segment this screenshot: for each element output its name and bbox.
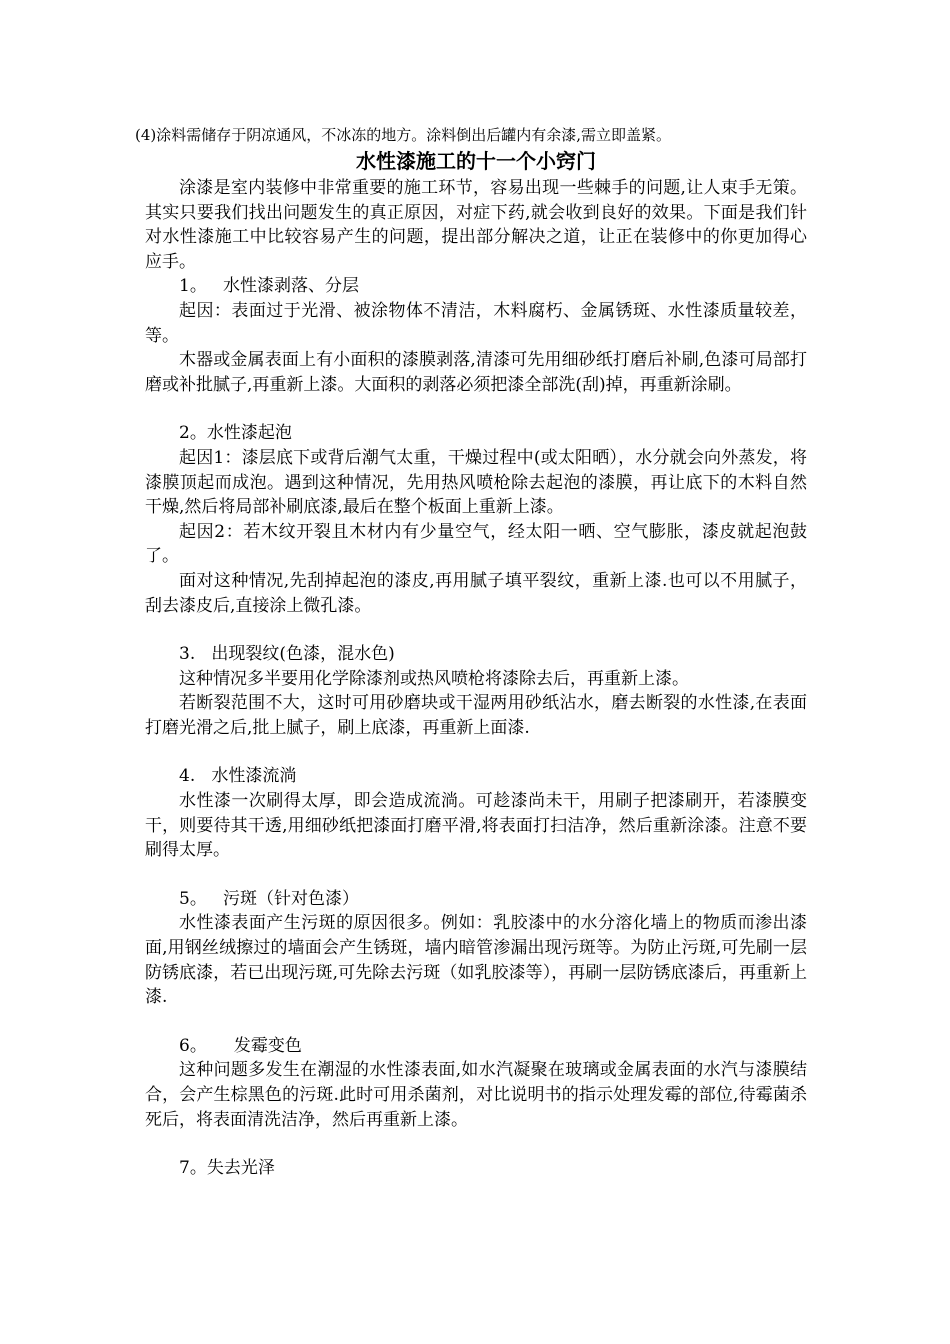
section-3-paragraph-1: 这种情况多半要用化学除漆剂或热风喷枪将漆除去后，再重新上漆。 [179,668,689,689]
section-gap [145,740,807,764]
section-gap [145,397,807,421]
intro-paragraph: 涂漆是室内装修中非常重要的施工环节，容易出现一些棘手的问题,让人束手无策。其实只要我们找出问题发生的真正原因，对症下药,就会收到良好的效果。下面是我们针对水性漆施工中比较容易产生的问题，提出部分解决之道，让正在装修中的你更加得心应手。 [145,178,807,272]
section-heading-2: 2。水性漆起泡 [179,423,292,444]
section-heading-5: 5。 污斑（针对色漆） [179,888,360,909]
document-page [135,124,807,1181]
section-gap [145,1132,807,1156]
section-heading-1: 1。 水性漆剥落、分层 [179,276,360,297]
section-5-paragraph-1: 水性漆表面产生污斑的原因很多。例如：乳胶漆中的水分溶化墙上的物质而渗出漆面,用钢丝绒擦过的墙面会产生锈斑，墙内暗管渗漏出现污斑等。为防止污斑,可先刷一层防锈底漆，若已出现污斑,可先除去污斑（如乳胶漆等），再刷一层防锈底漆后，再重新上漆. [145,913,807,1008]
section-2-paragraph-1: 起因1：漆层底下或背后潮气太重，干燥过程中(或太阳晒），水分就会向外蒸发，将漆膜顶起而成泡。遇到这种情况，先用热风喷枪除去起泡的漆膜，再让底下的木料自然干燥,然后将局部补刷底漆,最后在整个板面上重新上漆。 [145,447,807,518]
section-heading-7: 7。失去光泽 [179,1158,275,1179]
section-gap [145,1010,807,1034]
document-title: 水性漆施工的十一个小窍门 [356,149,596,173]
section-4-paragraph-1: 水性漆一次刷得太厚，即会造成流淌。可趁漆尚未干，用刷子把漆刷开，若漆膜变干，则要待其干透,用细砂纸把漆面打磨平滑,将表面打扫洁净，然后重新涂漆。注意不要刷得太厚。 [145,791,807,861]
section-1-paragraph-1: 起因：表面过于光滑、被涂物体不清洁，木料腐朽、金属锈斑、水性漆质量较差，等。 [145,300,807,346]
section-heading-6: 6。 发霉变色 [179,1035,302,1056]
section-heading-4: 4. 水性漆流淌 [179,766,297,787]
section-3-paragraph-2: 若断裂范围不大，这时可用砂磨块或干湿两用砂纸沾水，磨去断裂的水性漆,在表面打磨光滑之后,批上腻子，刷上底漆，再重新上面漆. [145,693,807,738]
section-heading-3: 3. 出现裂纹(色漆，混水色) [179,644,395,665]
top-note: (4)涂料需储存于阴凉通风，不冰冻的地方。涂料倒出后罐内有余漆,需立即盖紧。 [135,126,672,144]
section-gap [145,618,807,642]
section-1-paragraph-2: 木器或金属表面上有小面积的漆膜剥落,清漆可先用细砂纸打磨后补刷,色漆可局部打磨或补批腻子,再重新上漆。大面积的剥落必须把漆全部洗(刮)掉，再重新涂刷。 [145,350,807,395]
section-2-paragraph-2: 起因2：若木纹开裂且木材内有少量空气，经太阳一晒、空气膨胀，漆皮就起泡鼓了。 [145,521,807,567]
section-6-paragraph-1: 这种问题多发生在潮湿的水性漆表面,如水汽凝聚在玻璃或金属表面的水汽与漆膜结合，会产生棕黑色的污斑.此时可用杀菌剂，对比说明书的指示处理发霉的部位,待霉菌杀死后，将表面清洗洁净，然后再重新上漆。 [145,1060,807,1130]
section-gap [145,863,807,887]
section-2-paragraph-3: 面对这种情况,先刮掉起泡的漆皮,再用腻子填平裂纹，重新上漆.也可以不用腻子，刮去漆皮后,直接涂上微孔漆。 [145,570,807,616]
